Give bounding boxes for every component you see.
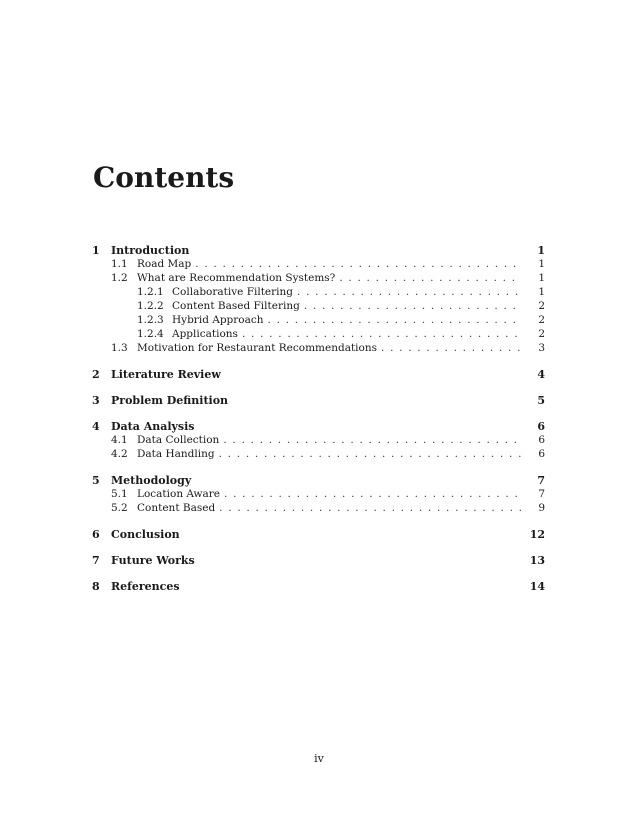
dot-leader [381, 342, 521, 354]
chapter-title: Conclusion [111, 528, 180, 541]
dot-leader [195, 258, 521, 270]
chapter-title: References [111, 580, 180, 593]
section-title: Data Collection [137, 434, 220, 446]
toc-chapter-entry[interactable] [92, 528, 545, 542]
section-page: 7 [538, 488, 545, 500]
toc-chapter-entry[interactable] [92, 474, 545, 488]
section-title: Content Based [137, 502, 216, 514]
subsection-page: 2 [538, 328, 545, 340]
page-number: iv [314, 752, 324, 765]
toc-chapter-2 [92, 368, 545, 382]
chapter-page: 14 [529, 580, 545, 593]
dot-leader [242, 328, 521, 340]
section-title: Data Handling [137, 448, 215, 460]
toc-subsection-entry[interactable] [92, 328, 545, 342]
toc-section-entry[interactable] [92, 258, 545, 272]
chapter-number: 4 [92, 420, 100, 433]
dot-leader [304, 300, 521, 312]
chapter-page: 6 [537, 420, 545, 433]
section-page: 6 [538, 448, 545, 460]
table-of-contents [92, 244, 545, 606]
subsection-page: 2 [538, 300, 545, 312]
subsection-number: 1.2.1 [137, 286, 164, 298]
toc-chapter-8 [92, 580, 545, 594]
section-title: Location Aware [137, 488, 221, 500]
subsection-title: Applications [172, 328, 238, 340]
dot-leader [223, 434, 521, 446]
section-title: Motivation for Restaurant Recommendations [137, 342, 377, 354]
page-title: Contents [93, 161, 235, 194]
chapter-page: 13 [529, 554, 545, 567]
toc-chapter-6 [92, 528, 545, 542]
section-page: 1 [538, 258, 545, 270]
subsection-title: Hybrid Approach [172, 314, 264, 326]
dot-leader [219, 502, 521, 514]
dot-leader [224, 488, 521, 500]
toc-chapter-1 [92, 244, 545, 356]
section-number: 1.3 [111, 342, 128, 354]
chapter-page: 4 [537, 368, 545, 381]
subsection-number: 1.2.4 [137, 328, 164, 340]
subsection-page: 2 [538, 314, 545, 326]
chapter-number: 7 [92, 554, 100, 567]
toc-subsection-entry[interactable] [92, 314, 545, 328]
dot-leader [268, 314, 521, 326]
chapter-number: 5 [92, 474, 100, 487]
section-number: 5.1 [111, 488, 128, 500]
toc-chapter-entry[interactable] [92, 394, 545, 408]
toc-section-entry[interactable] [92, 434, 545, 448]
dot-leader [219, 448, 521, 460]
toc-chapter-entry[interactable] [92, 554, 545, 568]
subsection-number: 1.2.2 [137, 300, 164, 312]
section-page: 9 [538, 502, 545, 514]
chapter-title: Data Analysis [111, 420, 195, 433]
subsection-page: 1 [538, 286, 545, 298]
section-title: Road Map [137, 258, 192, 270]
toc-chapter-entry[interactable] [92, 368, 545, 382]
toc-chapter-7 [92, 554, 545, 568]
toc-chapter-4 [92, 420, 545, 462]
chapter-title: Introduction [111, 244, 190, 257]
toc-section-entry[interactable] [92, 502, 545, 516]
section-page: 6 [538, 434, 545, 446]
section-number: 1.2 [111, 272, 128, 284]
chapter-number: 6 [92, 528, 100, 541]
toc-section-entry[interactable] [92, 342, 545, 356]
toc-subsection-entry[interactable] [92, 286, 545, 300]
toc-chapter-entry[interactable] [92, 580, 545, 594]
chapter-number: 1 [92, 244, 100, 257]
chapter-number: 3 [92, 394, 100, 407]
chapter-title: Literature Review [111, 368, 221, 381]
chapter-page: 1 [537, 244, 545, 257]
section-number: 5.2 [111, 502, 128, 514]
section-number: 1.1 [111, 258, 128, 270]
section-number: 4.1 [111, 434, 128, 446]
chapter-title: Future Works [111, 554, 195, 567]
toc-subsection-entry[interactable] [92, 300, 545, 314]
toc-section-entry[interactable] [92, 272, 545, 286]
chapter-title: Methodology [111, 474, 192, 487]
chapter-page: 12 [529, 528, 545, 541]
section-page: 3 [538, 342, 545, 354]
subsection-title: Content Based Filtering [172, 300, 300, 312]
subsection-number: 1.2.3 [137, 314, 164, 326]
chapter-title: Problem Definition [111, 394, 229, 407]
section-number: 4.2 [111, 448, 128, 460]
toc-chapter-5 [92, 474, 545, 516]
toc-chapter-entry[interactable] [92, 420, 545, 434]
toc-section-entry[interactable] [92, 488, 545, 502]
dot-leader [297, 286, 521, 298]
chapter-page: 5 [537, 394, 545, 407]
section-page: 1 [538, 272, 545, 284]
chapter-number: 2 [92, 368, 100, 381]
toc-chapter-3 [92, 394, 545, 408]
toc-chapter-entry[interactable] [92, 244, 545, 258]
section-title: What are Recommendation Systems? [137, 272, 336, 284]
toc-section-entry[interactable] [92, 448, 545, 462]
dot-leader [339, 272, 521, 284]
subsection-title: Collaborative Filtering [172, 286, 294, 298]
chapter-page: 7 [537, 474, 545, 487]
chapter-number: 8 [92, 580, 100, 593]
